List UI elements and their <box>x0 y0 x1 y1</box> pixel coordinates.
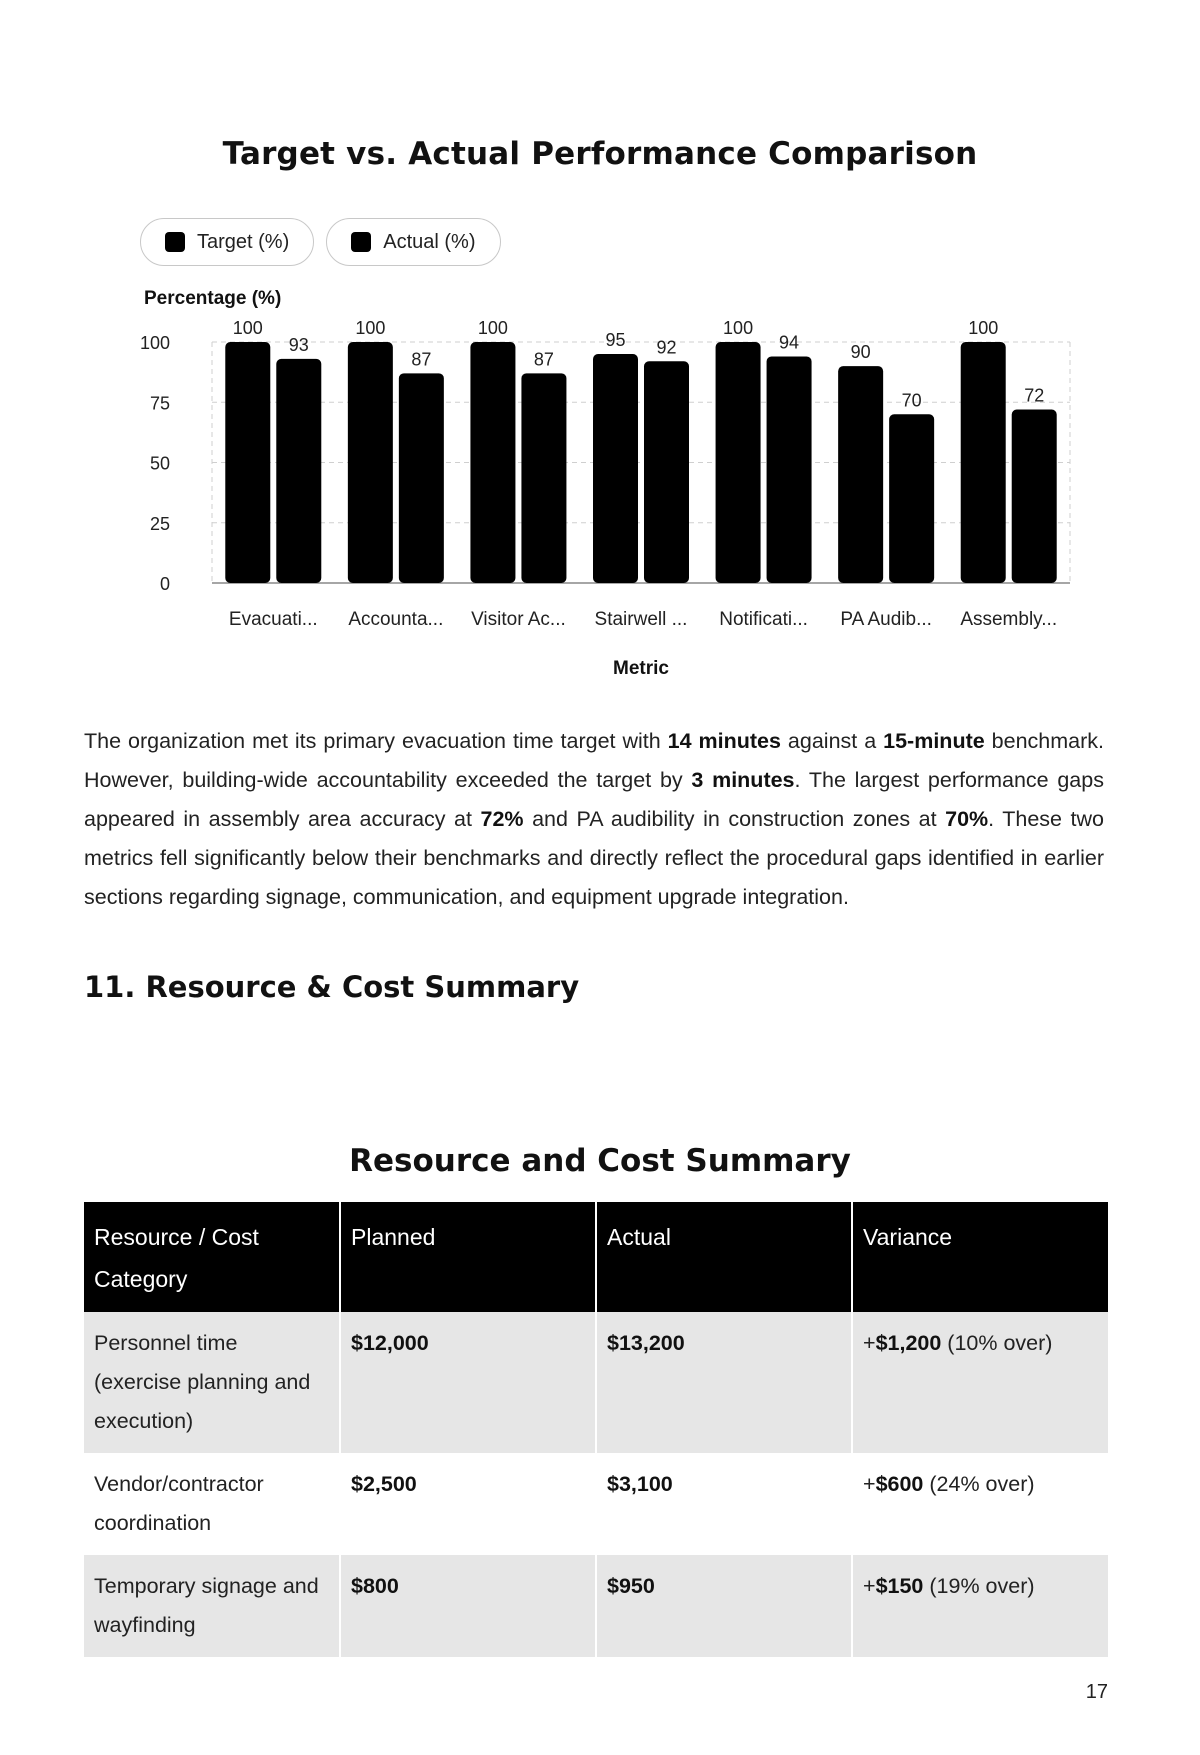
data-label: 100 <box>968 318 999 338</box>
legend-item-actual[interactable] <box>326 218 500 266</box>
para-text: The organization met its primary evacuation time target with <box>84 728 668 753</box>
variance-sign: + <box>863 1472 876 1496</box>
data-label: 72 <box>1024 385 1045 406</box>
planned-value: $12,000 <box>351 1331 429 1355</box>
page-number: 17 <box>1085 1681 1108 1703</box>
x-tick-label: Stairwell ... <box>594 609 688 630</box>
para-text: and PA audibility in construction zones at <box>523 806 946 831</box>
header-variance: Variance <box>852 1202 1108 1312</box>
table-row <box>84 1312 1108 1453</box>
actual-value: $3,100 <box>607 1472 673 1496</box>
cell-category: Vendor/contractor coordination <box>84 1453 340 1555</box>
data-label: 100 <box>723 318 754 338</box>
para-text: against a <box>780 728 884 753</box>
data-label: 93 <box>288 334 309 355</box>
table-row <box>84 1555 1108 1657</box>
section-heading: 11. Resource & Cost Summary <box>84 970 580 1004</box>
cost-table <box>84 1202 1108 1657</box>
x-tick-label: Accounta... <box>348 609 444 630</box>
legend-item-target[interactable] <box>140 218 314 266</box>
bar-target <box>225 342 270 583</box>
data-label: 95 <box>605 330 626 351</box>
data-label: 100 <box>232 318 263 338</box>
bar-actual <box>644 361 689 583</box>
variance-amount: $600 <box>875 1472 924 1496</box>
data-label: 100 <box>477 318 508 338</box>
planned-value: $800 <box>351 1574 399 1598</box>
cell-actual <box>596 1453 852 1555</box>
data-label: 94 <box>779 332 800 353</box>
y-tick-label: 0 <box>159 574 170 594</box>
para-text: benchmark. However, building-wide accountability exceeded the target by <box>84 728 1104 792</box>
chart-legend <box>140 218 501 266</box>
variance-amount: $150 <box>875 1574 924 1598</box>
x-tick-label: Evacuati... <box>228 609 318 630</box>
legend-label-target: Target (%) <box>197 230 290 253</box>
actual-value: $13,200 <box>607 1331 685 1355</box>
para-bold: 70% <box>945 806 989 831</box>
chart-title: Target vs. Actual Performance Comparison <box>222 136 978 172</box>
variance-note: (24% over) <box>923 1472 1035 1496</box>
cell-variance <box>852 1453 1108 1555</box>
header-planned: Planned <box>340 1202 596 1312</box>
bar-target <box>716 342 761 583</box>
bar-target <box>348 342 393 583</box>
planned-value: $2,500 <box>351 1472 417 1496</box>
data-label: 92 <box>656 337 677 358</box>
table-row <box>84 1453 1108 1555</box>
para-text: . These two metrics fell significantly below their benchmarks and directly reflect the procedural gaps identified in earlier sections regarding signage, communication, and equipment upgrade integration. <box>84 806 1104 909</box>
bar-actual <box>521 373 566 583</box>
cell-planned <box>340 1453 596 1555</box>
y-tick-label: 25 <box>149 513 170 534</box>
y-tick-label: 75 <box>149 393 170 414</box>
variance-note: (10% over) <box>941 1331 1053 1355</box>
bar-target <box>593 354 638 583</box>
bar-target <box>470 342 515 583</box>
para-bold: 72% <box>480 806 524 831</box>
data-label: 87 <box>533 349 554 370</box>
data-label: 90 <box>850 342 871 363</box>
para-text: . The largest performance gaps appeared in assembly area accuracy at <box>84 767 1104 831</box>
legend-swatch-actual <box>351 232 371 252</box>
x-tick-label: Assembly... <box>960 609 1058 630</box>
table-header-row <box>84 1202 1108 1312</box>
cell-actual <box>596 1312 852 1453</box>
x-tick-label: Visitor Ac... <box>471 609 566 630</box>
bar-chart <box>0 280 1200 680</box>
variance-note: (19% over) <box>923 1574 1035 1598</box>
cell-category: Temporary signage and wayfinding <box>84 1555 340 1657</box>
actual-value: $950 <box>607 1574 655 1598</box>
x-axis-label: Metric <box>613 658 669 679</box>
para-bold: 15-minute <box>883 728 985 753</box>
analysis-paragraph <box>84 722 1104 917</box>
variance-amount: $1,200 <box>875 1331 942 1355</box>
bar-actual <box>889 414 934 583</box>
header-category: Resource / Cost Category <box>84 1202 340 1312</box>
legend-label-actual: Actual (%) <box>383 230 476 253</box>
legend-swatch-target <box>165 232 185 252</box>
variance-sign: + <box>863 1331 876 1355</box>
para-bold: 14 minutes <box>667 728 781 753</box>
cell-planned <box>340 1312 596 1453</box>
cell-category: Personnel time (exercise planning and execution) <box>84 1312 340 1453</box>
variance-sign: + <box>863 1574 876 1598</box>
y-tick-label: 100 <box>139 333 170 353</box>
para-bold: 3 minutes <box>691 767 795 792</box>
cell-variance <box>852 1555 1108 1657</box>
cell-actual <box>596 1555 852 1657</box>
data-label: 100 <box>355 318 386 338</box>
table-title: Resource and Cost Summary <box>349 1143 851 1179</box>
bar-actual <box>276 359 321 583</box>
bar-target <box>838 366 883 583</box>
header-actual: Actual <box>596 1202 852 1312</box>
bar-target <box>961 342 1006 583</box>
cell-variance <box>852 1312 1108 1453</box>
data-label: 70 <box>901 390 922 411</box>
x-tick-label: Notificati... <box>719 609 808 630</box>
y-tick-label: 50 <box>149 453 170 474</box>
cell-planned <box>340 1555 596 1657</box>
bar-actual <box>767 356 812 583</box>
bar-actual <box>1012 409 1057 583</box>
y-axis-label: Percentage (%) <box>144 288 282 309</box>
x-tick-label: PA Audib... <box>840 609 932 630</box>
bar-actual <box>399 373 444 583</box>
data-label: 87 <box>411 349 432 370</box>
